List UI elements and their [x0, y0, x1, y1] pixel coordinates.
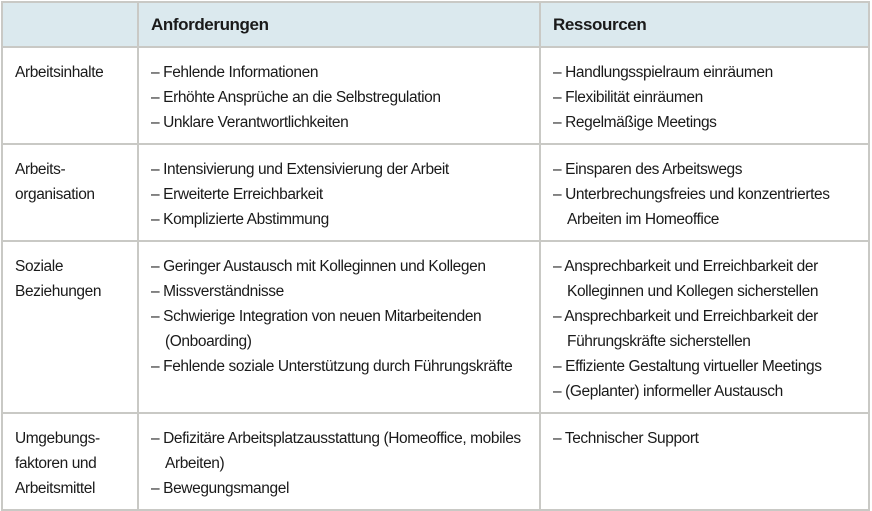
list-item: – Effiziente Gestaltung virtueller Meetings [553, 354, 856, 379]
list-item: – Komplizierte Abstimmung [151, 207, 527, 232]
table-row [2, 241, 869, 413]
anforderungen-cell [138, 413, 540, 510]
list-item: – (Geplanter) informeller Austausch [553, 379, 856, 404]
category-cell: Umgebungsfaktoren und Arbeitsmittel [2, 413, 138, 510]
list-item: – Erweiterte Erreichbarkeit [151, 182, 527, 207]
anforderungen-list [151, 426, 527, 501]
list-item: – Regelmäßige Meetings [553, 110, 856, 135]
category-cell: Arbeitsorganisation [2, 144, 138, 241]
list-item: – Geringer Austausch mit Kolleginnen und Kollegen [151, 254, 527, 279]
category-cell: Soziale Beziehungen [2, 241, 138, 413]
list-item: – Fehlende Informationen [151, 60, 527, 85]
list-item: – Unterbrechungsfreies und konzentriertes Arbeiten im Homeoffice [553, 182, 856, 232]
anforderungen-cell [138, 47, 540, 144]
list-item: – Handlungsspielraum einräumen [553, 60, 856, 85]
list-item: – Bewegungsmangel [151, 476, 527, 501]
list-item: – Missverständnisse [151, 279, 527, 304]
list-item: – Flexibilität einräumen [553, 85, 856, 110]
list-item: – Fehlende soziale Unterstützung durch Führungskräfte [151, 354, 527, 379]
list-item: – Erhöhte Ansprüche an die Selbstregulation [151, 85, 527, 110]
list-item: – Ansprechbarkeit und Erreichbarkeit der Führungskräfte sicherstellen [553, 304, 856, 354]
ressourcen-cell [540, 144, 869, 241]
list-item: – Technischer Support [553, 426, 856, 451]
header-row [2, 2, 869, 47]
anforderungen-cell [138, 241, 540, 413]
table-row [2, 144, 869, 241]
list-item: – Defizitäre Arbeitsplatzausstattung (Homeoffice, mobiles Arbeiten) [151, 426, 527, 476]
table-row [2, 47, 869, 144]
anforderungen-cell [138, 144, 540, 241]
ressourcen-list [553, 60, 856, 135]
ressourcen-list [553, 426, 856, 451]
table-row [2, 413, 869, 510]
header-ressourcen: Ressourcen [540, 2, 869, 47]
header-empty [2, 2, 138, 47]
list-item: – Unklare Verantwortlichkeiten [151, 110, 527, 135]
anforderungen-list [151, 254, 527, 379]
ressourcen-list [553, 254, 856, 404]
ressourcen-cell [540, 47, 869, 144]
anforderungen-list [151, 157, 527, 232]
ressourcen-cell [540, 413, 869, 510]
anforderungen-list [151, 60, 527, 135]
ressourcen-list [553, 157, 856, 232]
header-anforderungen: Anforderungen [138, 2, 540, 47]
demands-resources-table [1, 1, 870, 511]
list-item: – Intensivierung und Extensivierung der Arbeit [151, 157, 527, 182]
category-cell: Arbeitsinhalte [2, 47, 138, 144]
ressourcen-cell [540, 241, 869, 413]
list-item: – Ansprechbarkeit und Erreichbarkeit der Kolleginnen und Kollegen sicherstellen [553, 254, 856, 304]
list-item: – Schwierige Integration von neuen Mitarbeitenden (Onboarding) [151, 304, 527, 354]
list-item: – Einsparen des Arbeitswegs [553, 157, 856, 182]
